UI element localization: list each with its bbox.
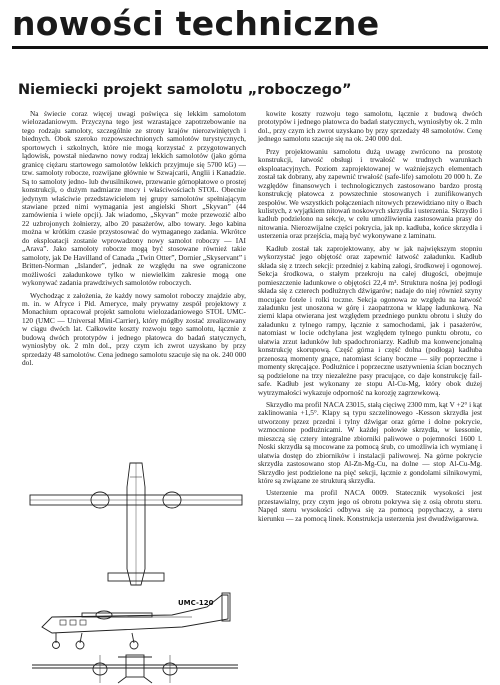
- article-title: Niemiecki projekt samolotu „roboczego”: [18, 82, 352, 98]
- left-paragraph-1: Na świecie coraz więcej uwagi poświęca się lekkim samolotom wielozadaniowym. Przyczyna tego jest wzrastające zapotrzebowanie na tego rodzaju samoloty, szczególnie ze strony krajów nierozwiniętych i biednych. Obok szeroko rozpowszechnionych samolotów turystycznych, sportowych i szkolnych, które nie mogą korzystać z przygotowanych lądowisk, powstał niedawno nowy rodzaj lekkich samolotów (jako górna granicę ciężaru startowego samolotów lekkich przyjmuje się 5700 kG) — tzw. samoloty robocze, rozwijane głównie w Szwajcarii, Anglii i Kanadzie. Są to samoloty jedno- lub dwusilnikowe, przewanie górnopłatowe o prostej konstrukcji, o dużym nadmiarze mocy i właściwościach STOL. Obecnie jedynym właściwie przedstawicielem tej grupy samolotów spełniającym stawiane przed nimi wymagania jest angielski Short „Skyvan” (44 zamówienia i wiele opcji). Jak wiadomo, „Skyvan” może przewozić albo 22 uzbrojonych żołnierzy, albo 20 pasażerów, albo towary. Jego kabina można w krótkim czasie przystosować do wymaganego zadania. Wkrótce do eksploatacji zostanie wprowadzony nowy samolot roboczy — IAI „Arava”. Jako samoloty robocze mogą być stosowane również takie samoloty, jak De Havilland of Canada „Twin Otter”, Dornier „Skyservant” i Britten-Norman „Islander”, jednak ze względu na swe ograniczone możliwości załadunkowe tylko w niewielkim zakresie mogą one wykonywać zadania prawdziwych samolotów roboczych.: [22, 109, 246, 288]
- right-paragraph-4: Skrzydło ma profil NACA 23015, stałą cięciwę 2300 mm, kąt V +2° i kąt zaklinowania +1,5°. Klapy są typu szczelinowego -Kesson skrzydła jest utworzony przez przedni i tylny dźwigar oraz górne i dolne pokrycie, wzmocnione podłużnicami. W każdej połowie skrzydła, w kessonie, mieszczą się cztery integralne zbiorniki paliwowe o pojemności 1600 l. Noski skrzydła są mocowane za pomocą śrub, co umożliwia ich wymianę i ułatwia dostęp do zbiorników i instalacji paliwowej. Na górne pokrycie skrzydła zastosowano stop Al-Zn-Mg-Cu, na dolne — stop Al-Cu-Mg. Skrzydło jest podzielone na pięć sekcji, łącznie z gondolami silnikowymi, które są związane ze strukturą skrzydła.: [258, 399, 482, 486]
- right-paragraph-3: Kadłub został tak zaprojektowany, aby w jak największym stopniu wykorzystać jego objętość oraz zapewnić łatwość załadunku. Kadłub składa się z trzech sekcji: przedniej z kabiną załogi, środkowej i ogonowej. Sekcja środkowa, o stałym przekroju na całej długości, obejmuje pomieszczenie ładunkowe o objętości 22,4 m³. Struktura nośna jej podłogi składa się z czterech podłużnych dźwigarów; nadaje do niej również szyny mocujące fotele i rolki toczne. Sekcja ogonowa ze względu na łatwość załadunku jest unoszona w górę i zaopatrzona w klapę ładunkową. Na ziemi klapa otwierana jest względem przedniego punktu obrotu i służy do załadunku z tylnego rampy, łącznie z samochodami, jak i pasażerów, natomiast w locie odchylana jest względem tylnego punktu obrotu, co ułatwia zrzut ładunków lub spadochroniarzy. Kadłub ma konwencjonalną konstrukcję skorupową. Część górna i część dolna (podłoga) kadłuba przenoszą momenty gnące, natomiast ściany boczne — siły poprzeczne i momenty skręcające. Podłużnice i poprzeczne usztywnienia ścian bocznych są podzielone na trzy niezależne pasy pracujące, co daje konstrukcję fail-safe. Kadłub jest wykonany ze stopu Al-Cu-Mg, który obok dużej wytrzymałości wykazuje odporność na korozję zagrzewkową.: [258, 243, 482, 397]
- aircraft-three-view-drawing: [22, 457, 248, 685]
- right-paragraph-5: Usterzenie ma profil NACA 0009. Statecznik wysokości jest przestawialny, przy czym jego oś obrotu pokrywa się z osią obrotu steru. Napęd steru wysokości odbywa się za pomocą popychaczy, a steru kierunku — za pomocą linek. Konstrukcja usterzenia jest dwudźwigarowa.: [258, 488, 482, 523]
- header-divider: [12, 46, 488, 49]
- left-text-column: [22, 110, 246, 372]
- section-header-title: nowości techniczne: [12, 4, 380, 43]
- plan-view: [30, 463, 242, 585]
- right-text-column: [258, 110, 482, 527]
- front-view: [32, 655, 238, 683]
- aircraft-designation-label: UMC-120: [178, 599, 214, 607]
- right-paragraph-1: kowite koszty rozwoju tego samolotu, łącznie z budową dwóch prototypów i jednego płatowca do badań statycznych, wyniosłyby ok. 2 mln dol., przy czym ich zwrot uzyskano by przy sprzedaży 48 samolotów. Cenę jednego samolotu szacuje się na ok. 240 000 dol.: [258, 109, 482, 144]
- right-paragraph-2: Przy projektowaniu samolotu dużą uwagę zwrócono na prostotę konstrukcji, łatwość obsługi i trwałość w trudnych warunkach eksploatacyjnych. Poziom zaprojektowanej w ważniejszych elementach został tak dobrany, aby zapewnić trwałość (safe-life) samolotu 20 000 h. Ze względów finansowych i technologicznych zastosowano bardzo prostą konstrukcję płatowca z powszechnie stosowanych i zunifikowanych zespołów. We wszystkich połączeniach nitowych przewidziano nity o łbach kulistych, z wyjątkiem nitowań noskowych skrzydła i usterzenia. Skrzydło i kadłub podzielono na sekcje, w celu umożliwienia zastosowania prasy do nitowania. Nierozwijalne części pokrycia, jak np. kadłuba, końce skrzydła i usterzenia oraz przejścia, mają być wykonywane z laminatu.: [258, 146, 482, 241]
- left-paragraph-2: Wychodząc z założenia, że każdy nowy samolot roboczy znajdzie aby, m. in. w Afryce i Płd. Ameryce, mały prywatny zespół projektowy z Monachium opracował projekt samolotu wielozadaniowego STOL UMC-120 (UMC — Universal Mini-Carrier), który mógłby zostać zrealizowany w ciągu dwóch lat. Całkowite koszty rozwoju tego samolotu, łącznie z budową dwóch prototypów i jednego płatowca do badań statycznych, wyniosłyby ok. 2 mln dol., przy czym ich zwrot uzyskano by przy sprzedaży 48 samolotów. Cena jednego samolotu szacuje się na ok. 240 000 dol.: [22, 291, 246, 368]
